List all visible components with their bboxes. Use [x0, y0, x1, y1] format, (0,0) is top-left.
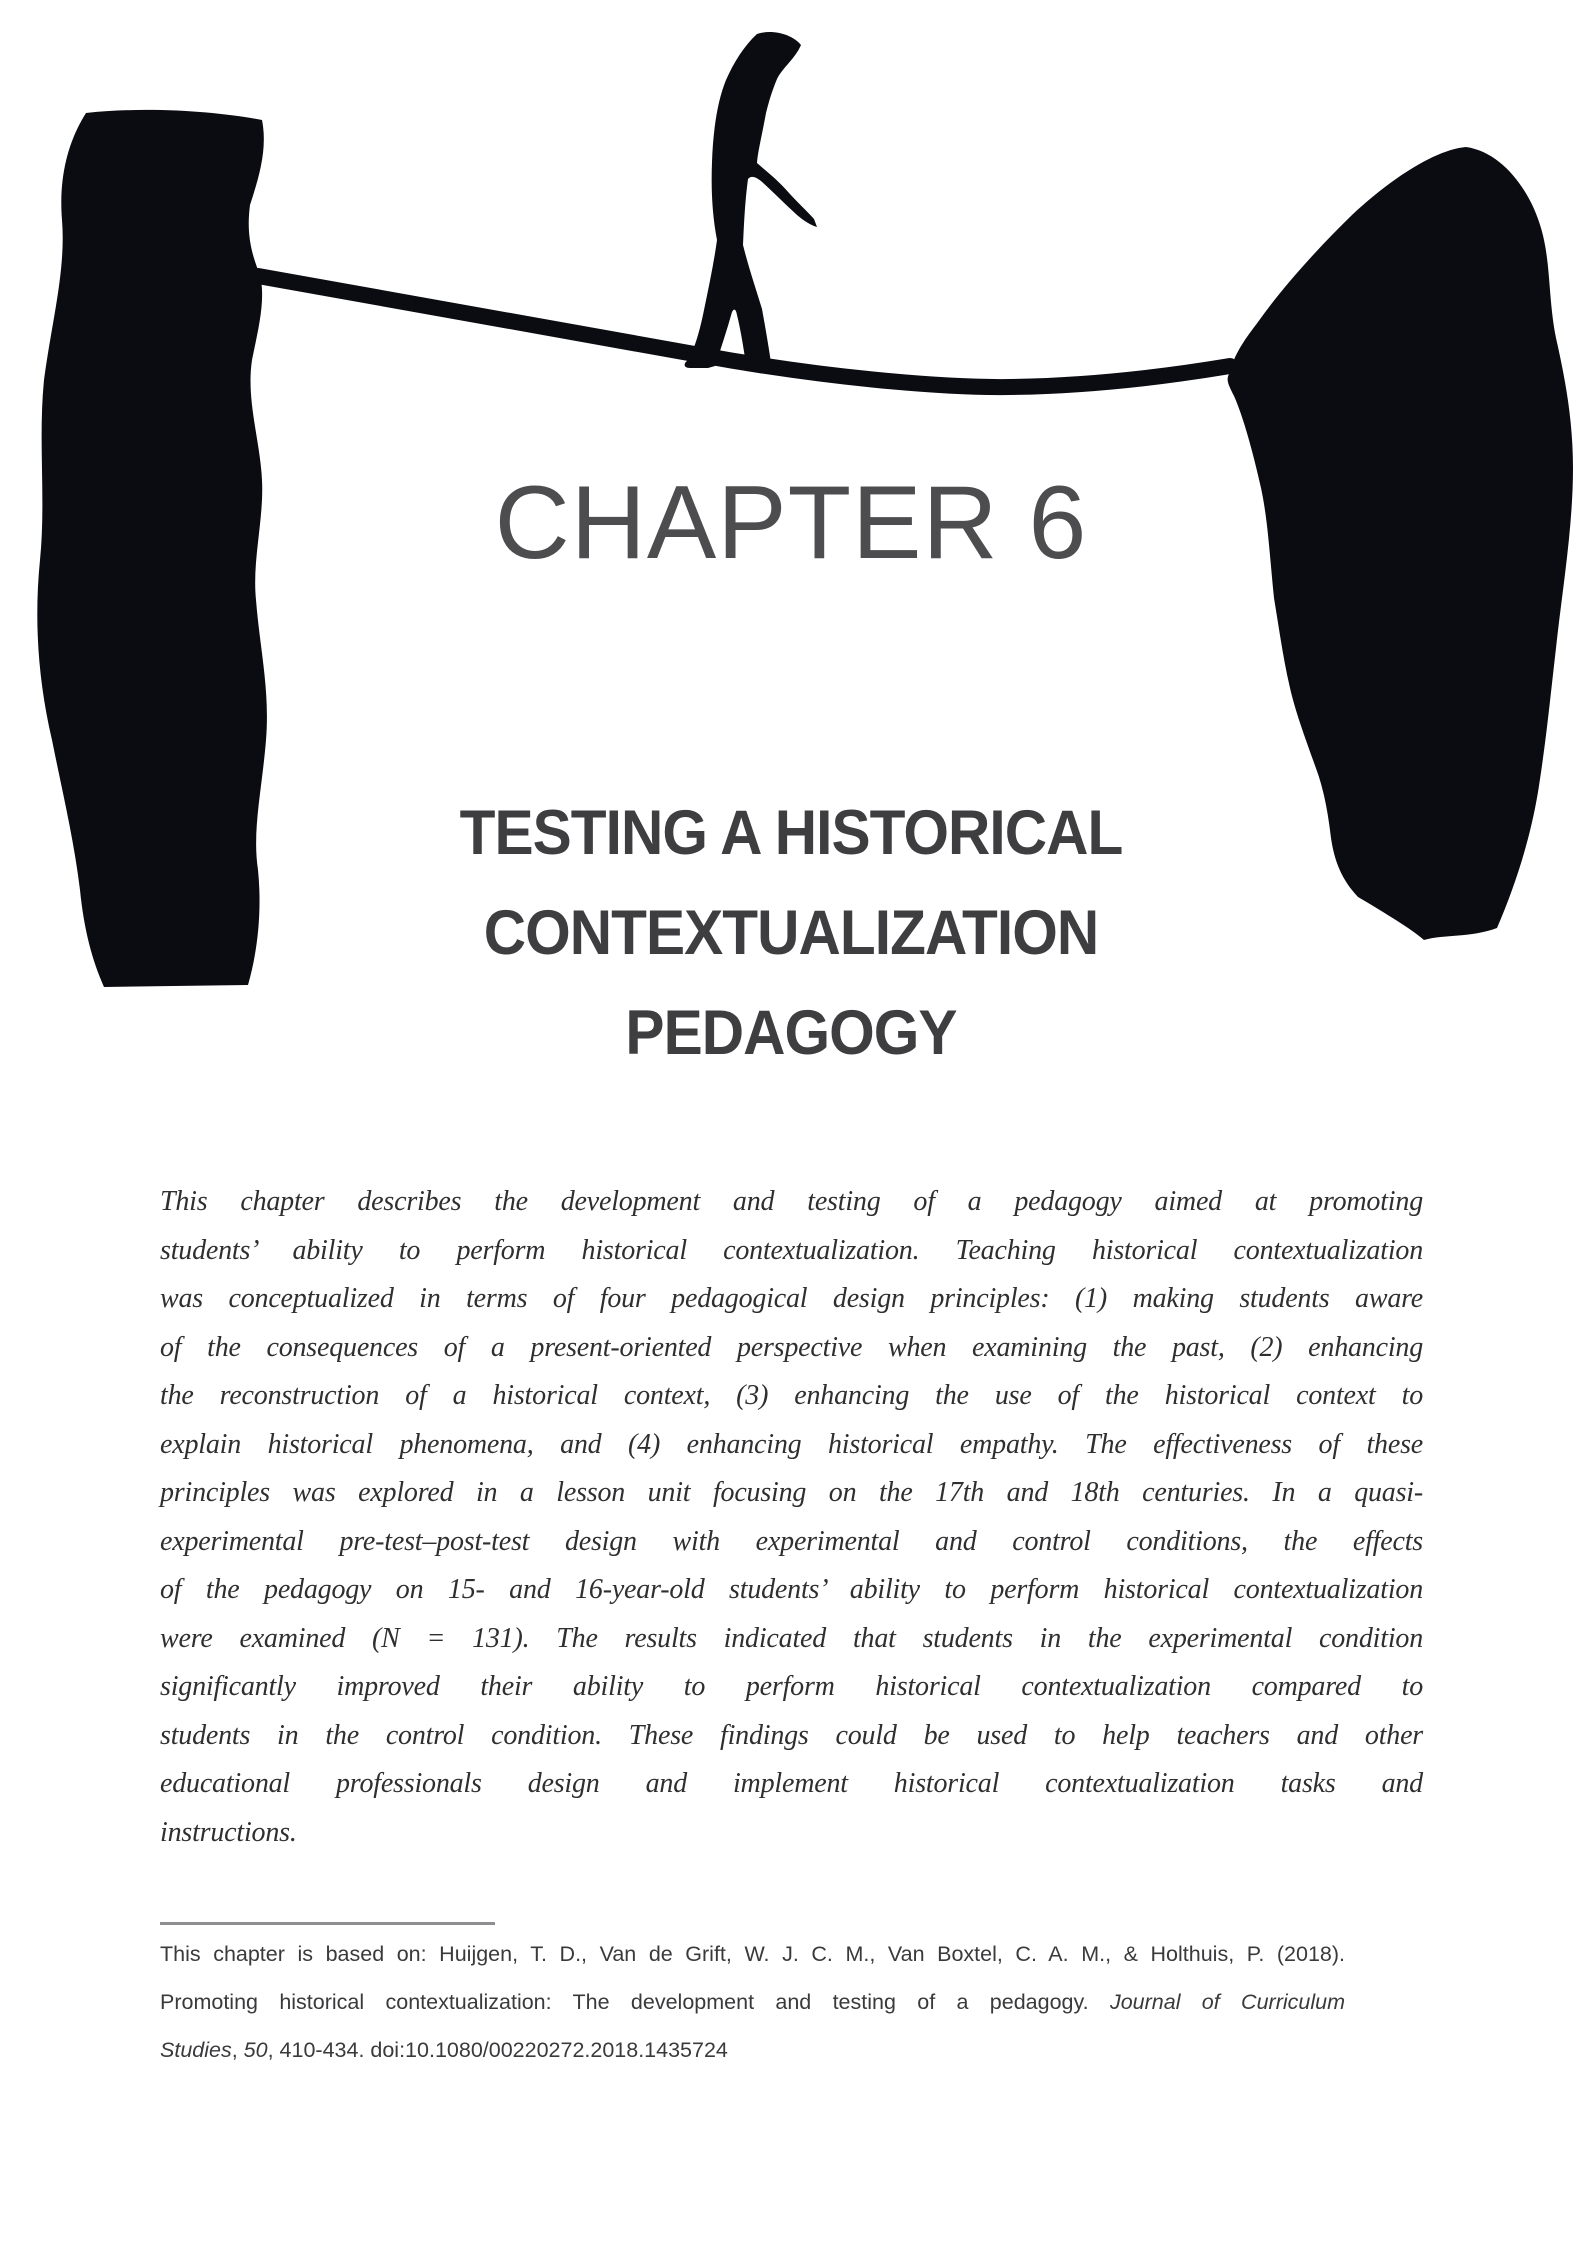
text-line: PEDAGOGY [625, 998, 957, 1068]
text-line: significantly improved their ability to perform historical contextualization compared to [160, 1671, 1423, 1702]
text-line: CONTEXTUALIZATION [483, 898, 1099, 968]
tightrope-rope [258, 276, 1230, 387]
text-line: principles was explored in a lesson unit focusing on the 17th and 18th centuries. In a quasi- [160, 1477, 1423, 1508]
text-line: students’ ability to perform historical contextualization. Teaching historical contextualization [160, 1234, 1423, 1266]
text-line: were examined (N = 131). The results indicated that students in the experimental condition [160, 1622, 1423, 1654]
footnote-line: Promoting historical contextualization: The development and testing of a pedagogy. Journal of Curriculum [160, 1990, 1345, 2014]
text-line: the reconstruction of a historical context, (3) enhancing the use of the historical context to [160, 1380, 1423, 1411]
text-line: experimental pre-test–post-test design with experimental and control conditions, the effects [160, 1525, 1423, 1557]
text-line: was conceptualized in terms of four pedagogical design principles: (1) making students aware [160, 1283, 1423, 1314]
footnote-citation [160, 1930, 1345, 2074]
text-line: TESTING A HISTORICAL [459, 798, 1123, 868]
text-line: instructions. [160, 1816, 297, 1848]
text-line: of the consequences of a present-oriented perspective when examining the past, (2) enhancing [160, 1331, 1423, 1363]
footnote-line: This chapter is based on: Huijgen, T. D., Van de Grift, W. J. C. M., Van Boxtel, C. A. M., & Holthuis, P. (2018). [160, 1942, 1345, 1966]
text-line: explain historical phenomena, and (4) enhancing historical empathy. The effectiveness of these [160, 1428, 1423, 1460]
footnote-line: Studies, 50, 410-434. doi:10.1080/00220272.2018.1435724 [160, 2038, 728, 2062]
walker-silhouette [685, 32, 817, 373]
footnote-divider-rule [160, 1922, 495, 1925]
chapter-title [160, 783, 1422, 1083]
text-line: students in the control condition. These findings could be used to help teachers and other [160, 1719, 1423, 1751]
text-line: of the pedagogy on 15- and 16-year-old students’ ability to perform historical contextualization [160, 1574, 1423, 1605]
text-line: educational professionals design and implement historical contextualization tasks and [160, 1768, 1423, 1799]
text-line: This chapter describes the development and testing of a pedagogy aimed at promoting [160, 1186, 1423, 1217]
chapter-number: CHAPTER 6 [494, 465, 1088, 581]
chapter-abstract [160, 1178, 1423, 1857]
